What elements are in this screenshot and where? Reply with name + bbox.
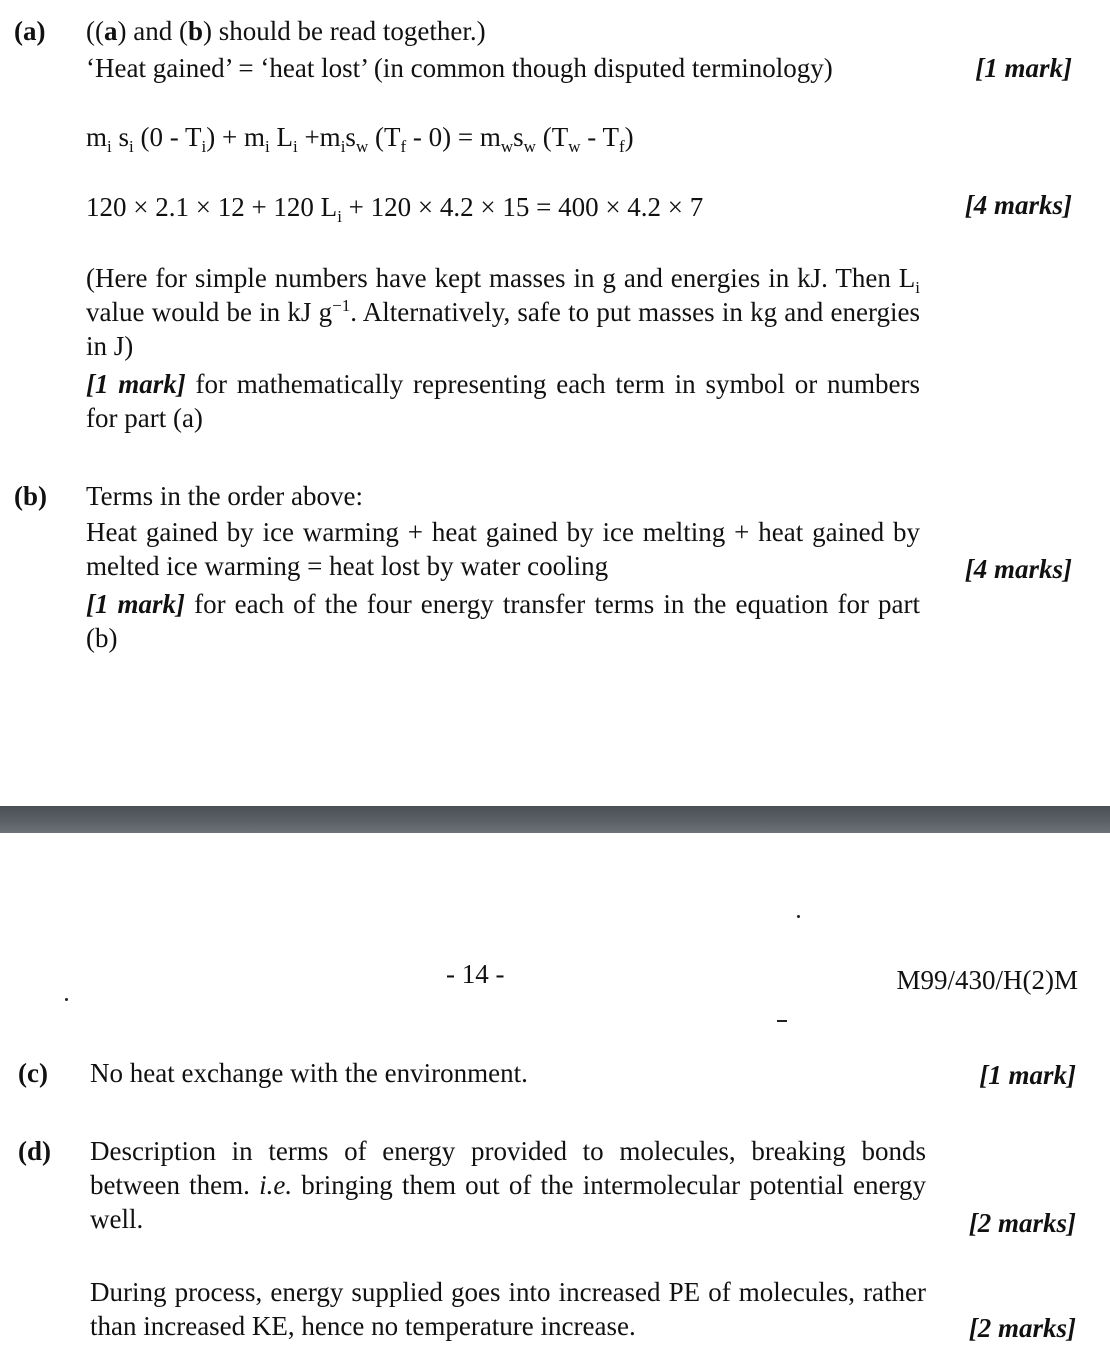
heat-balance-mark: [1 mark] bbox=[975, 53, 1072, 83]
part-d-label: (d) bbox=[18, 1136, 51, 1166]
part-d-paragraph-2: During process, energy supplied goes into increased PE of molecules, rather than increased KE, hence no temperature increase. bbox=[90, 1277, 926, 1341]
part-b-label: (b) bbox=[14, 481, 47, 511]
paper-code: M99/430/H(2)M bbox=[896, 965, 1078, 995]
part-c-text: No heat exchange with the environment. bbox=[90, 1058, 528, 1088]
part-c-label: (c) bbox=[18, 1058, 48, 1088]
part-d-mark-1: [2 marks] bbox=[968, 1208, 1076, 1238]
part-b-criteria: [1 mark] for each of the four energy transfer terms in the equation for part (b) bbox=[86, 589, 921, 653]
part-c-mark: [1 mark] bbox=[979, 1060, 1076, 1090]
part-d-paragraph-1: Description in terms of energy provided to molecules, breaking bonds between them. i.e. bringing them out of the intermolecular potential energy well. bbox=[90, 1136, 926, 1234]
part-d-mark-2: [2 marks] bbox=[968, 1313, 1076, 1343]
heat-balance-statement: ‘Heat gained’ = ‘heat lost’ (in common though disputed terminology) bbox=[86, 53, 833, 83]
scan-speck bbox=[777, 1020, 787, 1022]
numeric-equation-mark: [4 marks] bbox=[964, 190, 1072, 220]
page-divider bbox=[0, 806, 1110, 833]
part-b-statement: Heat gained by ice warming + heat gained by ice melting + heat gained by melted ice warming = heat lost by water cooling bbox=[86, 517, 920, 581]
units-note: (Here for simple numbers have kept masses in g and energies in kJ. Then $L_i$ value would be in kJ $g^{-1}$. Alternatively, safe to put masses in kg and energies in J) bbox=[86, 263, 920, 361]
part-a-note: ((a) and (b) should be read together.) bbox=[86, 16, 486, 46]
part-b-intro: Terms in the order above: bbox=[86, 481, 364, 511]
part-a-criteria: [1 mark] for mathematically representing each term in symbol or numbers for part (a) bbox=[86, 369, 920, 433]
symbolic-equation: $m_i$ $s_i$ $(0 - T_i) + m_i$ $L_i +m_is_w$ $(T_f - 0) = m_ws_w$ $(T_w - T_f)$ bbox=[86, 122, 634, 156]
numeric-equation: 120 × 2.1 × 12 + 120 $L_i + 120 \times 4.2 \times 15 = 400 \times 4.2 \times 7$ bbox=[86, 192, 704, 226]
page-number: - 14 - bbox=[446, 959, 505, 989]
part-a-label: (a) bbox=[14, 16, 46, 46]
scan-speck bbox=[797, 915, 800, 918]
part-b-mark: [4 marks] bbox=[964, 554, 1072, 584]
scan-speck bbox=[65, 998, 68, 1001]
